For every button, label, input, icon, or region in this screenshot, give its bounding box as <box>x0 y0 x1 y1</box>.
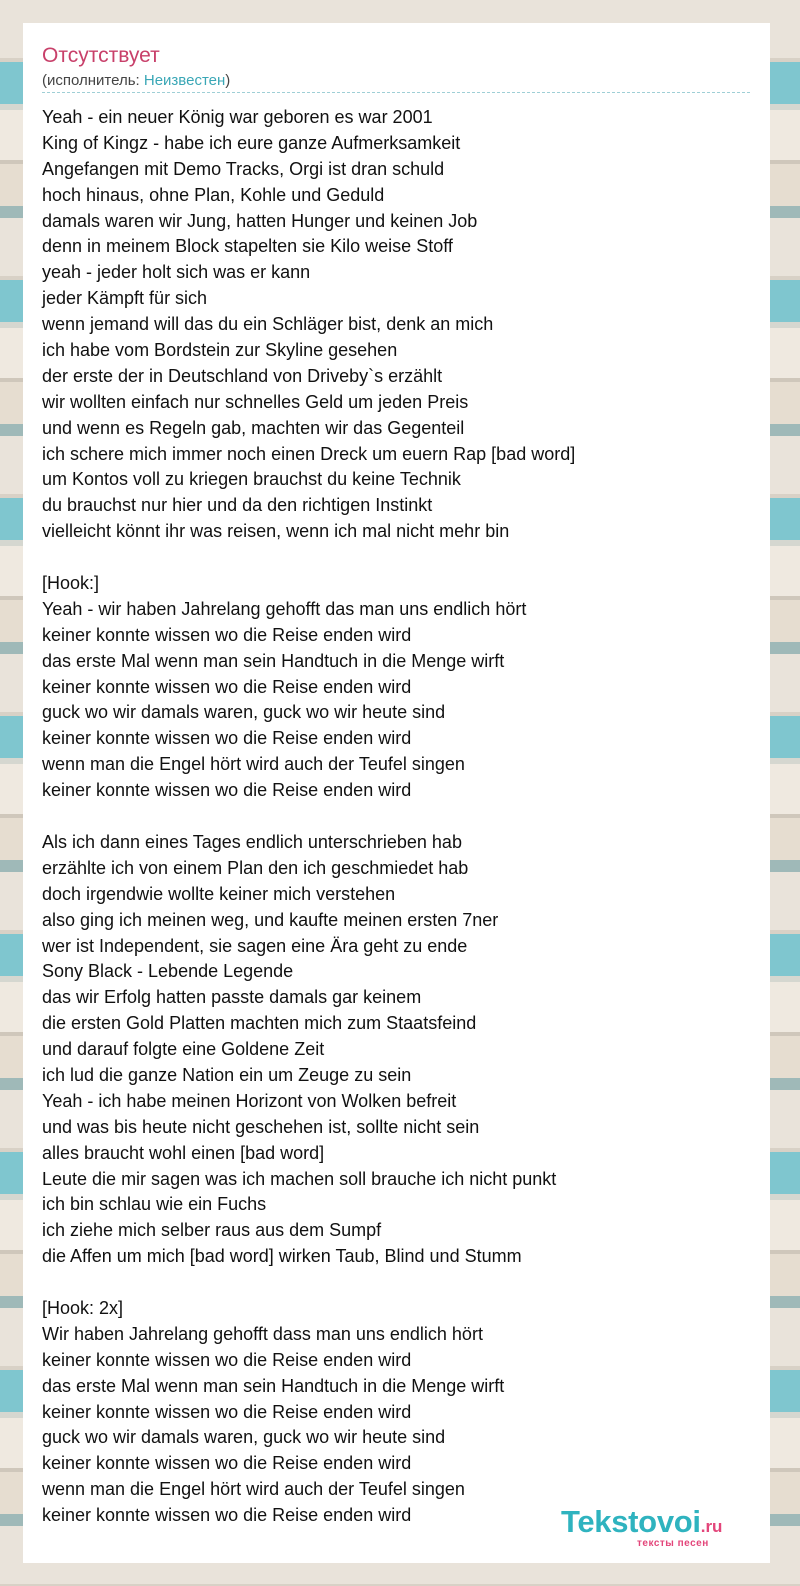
lyric-blank-line <box>42 1270 742 1296</box>
artist-line <box>42 72 230 90</box>
lyric-line: ich ziehe mich selber raus aus dem Sumpf <box>42 1220 382 1241</box>
lyric-line: Sony Black - Lebende Legende <box>42 961 294 982</box>
lyric-line: keiner konnte wissen wo die Reise enden wird <box>42 1505 412 1526</box>
lyric-line: damals waren wir Jung, hatten Hunger und keinen Job <box>42 210 478 231</box>
lyric-line: guck wo wir damals waren, guck wo wir heute sind <box>42 1427 446 1448</box>
lyric-line: das erste Mal wenn man sein Handtuch in die Menge wirft <box>42 1375 505 1396</box>
logo-tld: .ru <box>700 1517 723 1536</box>
lyric-line: ich schere mich immer noch einen Dreck um euern Rap [bad word] <box>42 443 576 464</box>
lyric-line: keiner konnte wissen wo die Reise enden wird <box>42 624 412 645</box>
lyric-line: und darauf folgte eine Goldene Zeit <box>42 1039 325 1060</box>
lyrics-card <box>23 23 770 1563</box>
lyric-line: wenn jemand will das du ein Schläger bist, denk an mich <box>42 314 494 335</box>
lyric-line: vielleicht könnt ihr was reisen, wenn ich mal nicht mehr bin <box>42 521 510 542</box>
lyric-line: guck wo wir damals waren, guck wo wir heute sind <box>42 702 446 723</box>
lyric-line: [Hook:] <box>42 573 100 594</box>
lyric-line: Als ich dann eines Tages endlich unterschrieben hab <box>42 831 462 852</box>
lyrics-text <box>42 105 742 1529</box>
lyric-line: keiner konnte wissen wo die Reise enden wird <box>42 1349 412 1370</box>
logo-main-text: Tekstovoi <box>561 1504 701 1539</box>
lyric-line: Leute die mir sagen was ich machen soll brauche ich nicht punkt <box>42 1168 557 1189</box>
lyric-line: ich lud die ganze Nation ein um Zeuge zu sein <box>42 1064 412 1085</box>
lyric-line: King of Kingz - habe ich eure ganze Aufmerksamkeit <box>42 132 461 153</box>
song-title: Отсутствует <box>42 44 160 67</box>
lyric-line: das erste Mal wenn man sein Handtuch in die Menge wirft <box>42 650 505 671</box>
lyric-line: Yeah - wir haben Jahrelang gehofft das man uns endlich hört <box>42 598 527 619</box>
artist-prefix: (исполнитель: <box>42 72 144 89</box>
lyric-line: und wenn es Regeln gab, machten wir das Gegenteil <box>42 417 465 438</box>
lyric-line: yeah - jeder holt sich was er kann <box>42 262 311 283</box>
lyric-line: jeder Kämpft für sich <box>42 288 208 309</box>
artist-suffix: ) <box>225 72 231 89</box>
lyric-line: Yeah - ein neuer König war geboren es war 2001 <box>42 107 433 127</box>
lyric-line: also ging ich meinen weg, und kaufte meinen ersten 7ner <box>42 909 499 930</box>
lyric-line: keiner konnte wissen wo die Reise enden wird <box>42 676 412 697</box>
lyric-line: wenn man die Engel hört wird auch der Teufel singen <box>42 1479 465 1500</box>
lyric-line: doch irgendwie wollte keiner mich verstehen <box>42 883 396 904</box>
lyric-line: keiner konnte wissen wo die Reise enden wird <box>42 1453 412 1474</box>
logo-subtitle: тексты песен <box>637 1538 709 1549</box>
lyric-line: denn in meinem Block stapelten sie Kilo weise Stoff <box>42 236 453 257</box>
lyric-blank-line <box>42 545 742 571</box>
lyric-line: hoch hinaus, ohne Plan, Kohle und Geduld <box>42 184 385 205</box>
lyric-line: wir wollten einfach nur schnelles Geld um jeden Preis <box>42 391 469 412</box>
lyric-line: der erste der in Deutschland von Driveby`s erzählt <box>42 365 443 386</box>
artist-link[interactable]: Неизвестен <box>143 72 226 89</box>
lyric-line: wenn man die Engel hört wird auch der Teufel singen <box>42 754 465 775</box>
lyric-line: du brauchst nur hier und da den richtigen Instinkt <box>42 495 433 516</box>
lyric-line: Angefangen mit Demo Tracks, Orgi ist dran schuld <box>42 158 445 179</box>
lyric-line: ich bin schlau wie ein Fuchs <box>42 1194 267 1215</box>
header-divider <box>42 92 750 93</box>
lyric-line: keiner konnte wissen wo die Reise enden wird <box>42 1401 412 1422</box>
lyric-line: [Hook: 2x] <box>42 1297 124 1318</box>
lyric-line: keiner konnte wissen wo die Reise enden wird <box>42 728 412 749</box>
lyric-line: keiner konnte wissen wo die Reise enden wird <box>42 780 412 801</box>
lyric-line: die Affen um mich [bad word] wirken Taub, Blind und Stumm <box>42 1246 522 1267</box>
lyric-line: Wir haben Jahrelang gehofft dass man uns endlich hört <box>42 1323 483 1344</box>
lyric-line: die ersten Gold Platten machten mich zum Staatsfeind <box>42 1013 477 1034</box>
lyric-line: Yeah - ich habe meinen Horizont von Wolken befreit <box>42 1090 457 1111</box>
lyric-line: das wir Erfolg hatten passte damals gar keinem <box>42 987 422 1008</box>
lyric-line: ich habe vom Bordstein zur Skyline gesehen <box>42 340 398 361</box>
site-logo[interactable] <box>561 1505 767 1551</box>
lyric-line: alles braucht wohl einen [bad word] <box>42 1142 325 1163</box>
lyric-line: erzählte ich von einem Plan den ich geschmiedet hab <box>42 857 469 878</box>
lyric-line: wer ist Independent, sie sagen eine Ära geht zu ende <box>42 935 468 956</box>
lyric-line: und was bis heute nicht geschehen ist, sollte nicht sein <box>42 1116 480 1137</box>
lyric-blank-line <box>42 804 742 830</box>
lyric-line: um Kontos voll zu kriegen brauchst du keine Technik <box>42 469 461 490</box>
